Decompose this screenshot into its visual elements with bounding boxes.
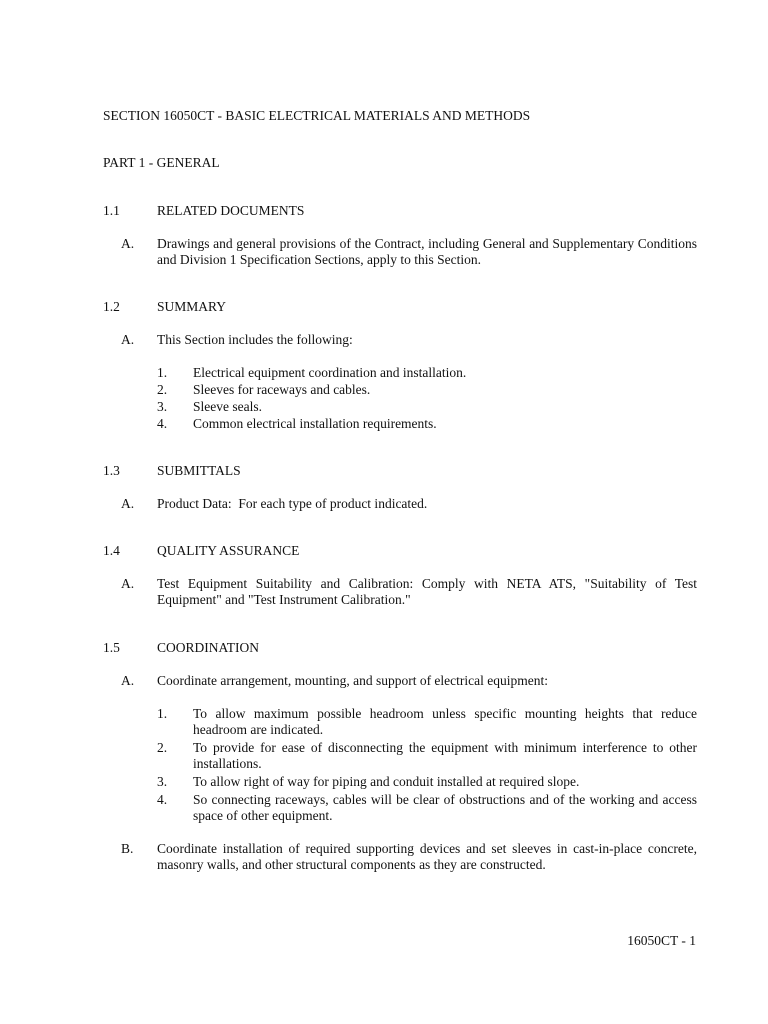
paragraph-letter: A. xyxy=(121,496,135,511)
section-heading: RELATED DOCUMENTS xyxy=(157,203,305,218)
paragraph-text: Drawings and general provisions of the Contract, including General and Supplementary Conditions and Division 1 Specification Sections, apply to this Section. xyxy=(157,236,697,267)
list-item-number: 3. xyxy=(157,399,168,414)
list-item-number: 1. xyxy=(157,365,168,380)
list-item-number: 1. xyxy=(157,706,168,721)
paragraph-letter: A. xyxy=(121,236,135,251)
list-item: To provide for ease of disconnecting the equipment with minimum interference to other installations. xyxy=(193,740,697,771)
paragraph-letter: A. xyxy=(121,673,135,688)
section-title: SECTION 16050CT - BASIC ELECTRICAL MATERIALS AND METHODS xyxy=(103,108,531,123)
part-title: PART 1 - GENERAL xyxy=(103,155,220,170)
list-item: So connecting raceways, cables will be clear of obstructions and of the working and access space of other equipment. xyxy=(193,792,697,823)
list-item: Sleeves for raceways and cables. xyxy=(193,382,371,397)
section-number: 1.3 xyxy=(103,463,120,478)
section-number: 1.1 xyxy=(103,203,120,218)
list-item: To allow right of way for piping and conduit installed at required slope. xyxy=(193,774,580,789)
section-heading: COORDINATION xyxy=(157,640,259,655)
list-item: Common electrical installation requirements. xyxy=(193,416,437,431)
section-heading: SUBMITTALS xyxy=(157,463,241,478)
paragraph-text: Coordinate installation of required supporting devices and set sleeves in cast-in-place concrete, masonry walls, and other structural components as they are constructed. xyxy=(157,841,697,872)
list-item: To allow maximum possible headroom unless specific mounting heights that reduce headroom are indicated. xyxy=(193,706,697,737)
section-number: 1.2 xyxy=(103,299,120,314)
section-heading: SUMMARY xyxy=(157,299,227,314)
paragraph-text: This Section includes the following: xyxy=(157,332,353,347)
paragraph-text: Coordinate arrangement, mounting, and support of electrical equipment: xyxy=(157,673,549,688)
paragraph-text: Test Equipment Suitability and Calibration: Comply with NETA ATS, "Suitability of Test Equipment" and "Test Instrument Calibration." xyxy=(157,576,697,607)
list-item-number: 2. xyxy=(157,740,168,755)
list-item-number: 4. xyxy=(157,416,168,431)
section-number: 1.5 xyxy=(103,640,120,655)
list-item-number: 2. xyxy=(157,382,168,397)
paragraph-letter: B. xyxy=(121,841,134,856)
list-item: Sleeve seals. xyxy=(193,399,262,414)
paragraph-text: Product Data: For each type of product indicated. xyxy=(157,496,428,511)
list-item: Electrical equipment coordination and installation. xyxy=(193,365,467,380)
paragraph-letter: A. xyxy=(121,576,135,591)
paragraph-letter: A. xyxy=(121,332,135,347)
page-footer: 16050CT - 1 xyxy=(627,933,696,948)
section-heading: QUALITY ASSURANCE xyxy=(157,543,300,558)
list-item-number: 3. xyxy=(157,774,168,789)
section-number: 1.4 xyxy=(103,543,120,558)
list-item-number: 4. xyxy=(157,792,168,807)
